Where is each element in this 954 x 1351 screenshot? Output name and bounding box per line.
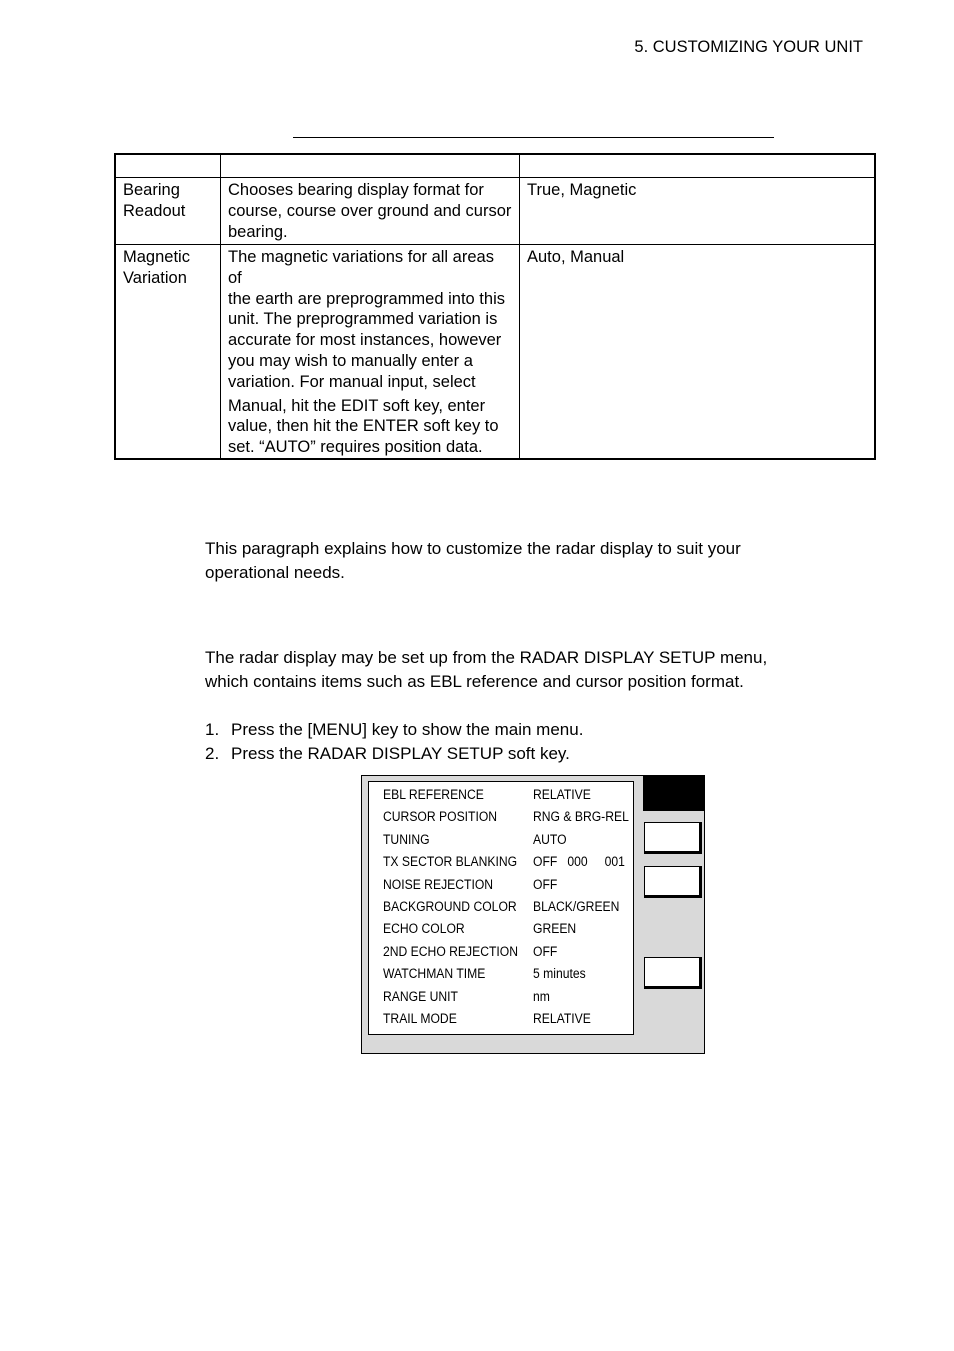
description-line: Chooses bearing display format for	[228, 181, 484, 199]
procedure-steps	[205, 718, 583, 766]
menu-row-ebl-reference[interactable]	[383, 787, 631, 809]
step-item	[205, 742, 583, 766]
item-line: Readout	[123, 201, 186, 220]
section-title-rule	[293, 137, 774, 138]
radar-display-setup-menu	[368, 781, 634, 1035]
description-line: value, then hit the ENTER soft key to	[228, 417, 499, 436]
item-line: Variation	[123, 268, 187, 287]
description-line: unit. The preprogrammed variation is	[228, 310, 498, 329]
soft-key-1[interactable]	[644, 822, 702, 854]
menu-item-value: OFF 000 001	[533, 854, 625, 869]
item-line: Bearing	[123, 181, 180, 199]
menu-row-2nd-echo-rejection[interactable]	[383, 944, 631, 966]
table-row	[115, 178, 875, 245]
menu-item-value: BLACK/GREEN	[533, 899, 620, 914]
description-line: Manual, hit the EDIT soft key, enter	[228, 396, 486, 415]
menu-row-echo-color[interactable]	[383, 921, 631, 943]
menu-row-cursor-position[interactable]	[383, 809, 631, 831]
running-header: 5. CUSTOMIZING YOUR UNIT	[634, 38, 863, 56]
soft-key-3[interactable]	[644, 957, 702, 989]
menu-item-value: RNG & BRG-REL	[533, 809, 629, 824]
description-line: you may wish to manually enter a	[228, 351, 473, 370]
softkey-title-bar	[643, 776, 705, 811]
radar-display-setup-screen	[361, 775, 705, 1054]
description-line: variation. For manual input, select	[228, 372, 476, 391]
paragraph-line: This paragraph explains how to customize the radar display to suit your	[205, 539, 741, 558]
menu-item-label: NOISE REJECTION	[383, 877, 494, 892]
step-text: Press the [MENU] key to show the main menu.	[231, 720, 584, 739]
menu-item-value: OFF	[533, 944, 558, 959]
menu-item-value: RELATIVE	[533, 787, 591, 802]
menu-item-label: CURSOR POSITION	[383, 809, 498, 824]
menu-item-value: RELATIVE	[533, 1011, 591, 1026]
table-header-row	[115, 154, 875, 178]
description-line: The magnetic variations for all areas of	[228, 248, 494, 287]
menu-item-value: 5 minutes	[533, 966, 586, 981]
soft-key-2[interactable]	[644, 866, 702, 898]
menu-item-label: WATCHMAN TIME	[383, 966, 486, 981]
description-cell	[221, 245, 520, 459]
paragraph-line: which contains items such as EBL reference and cursor position format.	[205, 672, 744, 691]
menu-row-tx-sector-blanking[interactable]	[383, 854, 631, 876]
options-cell: Auto, Manual	[520, 245, 876, 459]
menu-row-range-unit[interactable]	[383, 989, 631, 1011]
step-number: 2.	[205, 744, 220, 763]
setup-paragraph	[205, 646, 767, 694]
menu-item-value: OFF	[533, 877, 558, 892]
description-line: accurate for most instances, however	[228, 331, 502, 350]
description-cell	[221, 178, 520, 245]
menu-item-label: ECHO COLOR	[383, 921, 465, 936]
menu-item-label: TRAIL MODE	[383, 1011, 457, 1026]
menu-row-tuning[interactable]	[383, 832, 631, 854]
menu-row-trail-mode[interactable]	[383, 1011, 631, 1033]
menu-item-label: TX SECTOR BLANKING	[383, 854, 518, 869]
table-header-cell	[115, 154, 221, 178]
menu-item-value: GREEN	[533, 921, 577, 936]
menu-items-table	[114, 153, 876, 460]
menu-row-watchman-time[interactable]	[383, 966, 631, 988]
menu-item-label: BACKGROUND COLOR	[383, 899, 517, 914]
table-header-cell	[221, 154, 520, 178]
item-cell	[115, 245, 221, 459]
table-header-cell	[520, 154, 876, 178]
menu-item-label: RANGE UNIT	[383, 989, 458, 1004]
description-line: bearing.	[228, 222, 288, 241]
description-line: the earth are preprogrammed into this	[228, 289, 505, 308]
description-line: course, course over ground and cursor	[228, 201, 512, 220]
options-cell: True, Magnetic	[520, 178, 876, 245]
menu-row-background-color[interactable]	[383, 899, 631, 921]
table-row	[115, 245, 875, 459]
item-cell	[115, 178, 221, 245]
menu-item-value: nm	[533, 989, 550, 1004]
paragraph-line: operational needs.	[205, 563, 345, 582]
item-line: Magnetic	[123, 248, 190, 266]
menu-item-label: TUNING	[383, 832, 430, 847]
step-item	[205, 718, 583, 742]
step-number: 1.	[205, 720, 220, 739]
menu-item-value: AUTO	[533, 832, 567, 847]
menu-item-label: 2ND ECHO REJECTION	[383, 944, 519, 959]
menu-row-noise-rejection[interactable]	[383, 877, 631, 899]
intro-paragraph	[205, 537, 741, 585]
paragraph-line: The radar display may be set up from the RADAR DISPLAY SETUP menu,	[205, 648, 768, 667]
description-line: set. “AUTO” requires position data.	[228, 438, 483, 457]
menu-item-label: EBL REFERENCE	[383, 787, 484, 802]
step-text: Press the RADAR DISPLAY SETUP soft key.	[231, 744, 570, 763]
